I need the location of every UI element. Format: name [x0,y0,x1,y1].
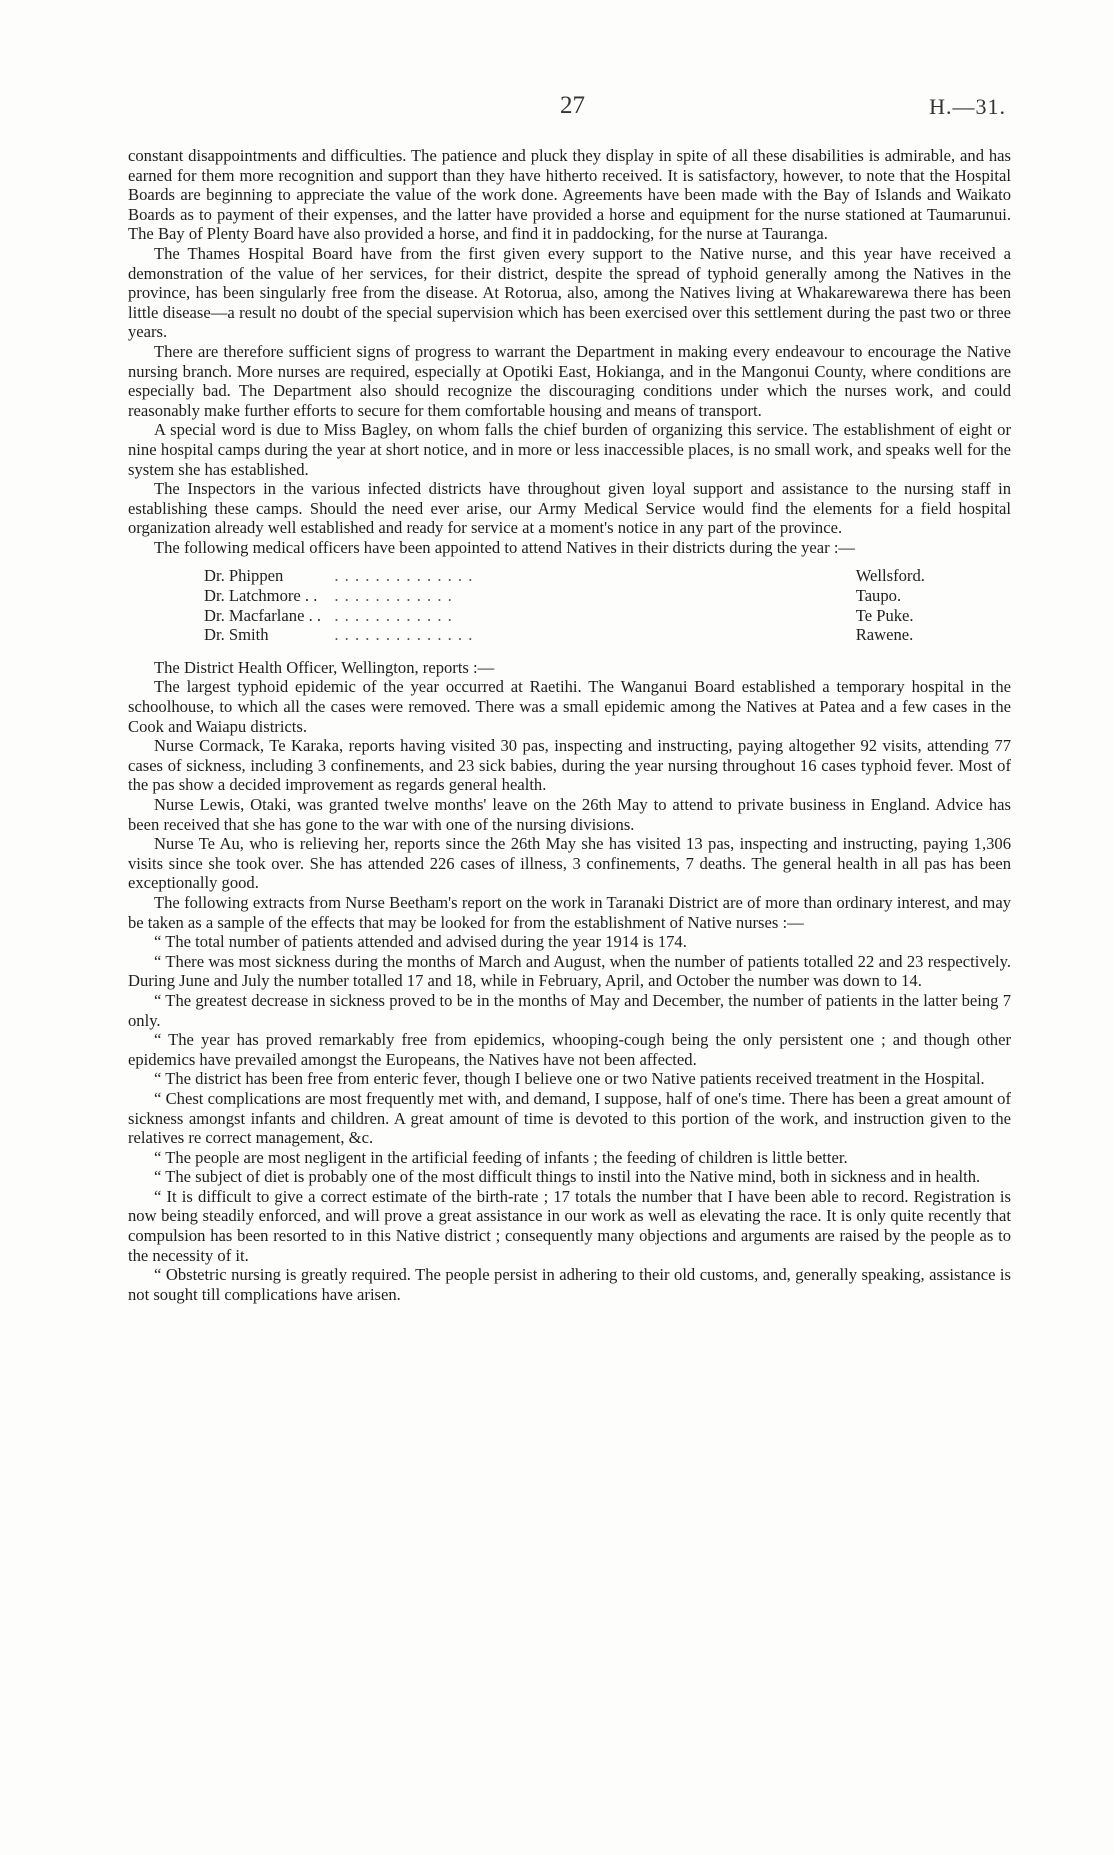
officer-name: Dr. Macfarlane . . [204,605,322,625]
leader-dots: . . . . . . . . . . . . [334,605,453,625]
report-code: H.—31. [929,94,1006,119]
officer-row [204,586,956,606]
officer-district: Te Puke. [855,605,914,625]
paragraph: “ The year has proved remarkably free from epidemics, whooping-cough being the only persistent one ; and though other epidemics have prevailed amongst the Europeans, the Natives have not been affected. [128,1030,1011,1069]
paragraph: The Inspectors in the various infected districts have throughout given loyal support and assistance to the nursing staff in establishing these camps. Should the need ever arise, our Army Medical Service would find the elements for a field hospital organization already well established and ready for service at a moment's notice in any part of the province. [128,479,1011,538]
paragraph: “ The greatest decrease in sickness proved to be in the months of May and December, the number of patients in the latter being 7 only. [128,990,1011,1030]
paragraph: The following medical officers have been appointed to attend Natives in their districts during the year :— [154,537,856,557]
paragraph: Nurse Cormack, Te Karaka, reports having visited 30 pas, inspecting and instructing, paying altogether 92 visits, attending 77 cases of sickness, including 3 confinements, and 23 sick babies, during the year nursing throughout 16 cases typhoid fever. Most of the pas show a decided improvement as regards general health. [128,736,1011,795]
paragraph: “ The total number of patients attended and advised during the year 1914 is 174. [154,932,687,952]
page-header [0,92,1114,126]
officer-row [204,566,956,586]
paragraph: Nurse Lewis, Otaki, was granted twelve months' leave on the 26th May to attend to private business in England. Advice has been received that she has gone to the war with one of the nursing divisions. [128,795,1011,834]
paragraph: Nurse Te Au, who is relieving her, reports since the 26th May she has visited 13 pas, inspecting and instructing, paying 1,306 visits since she took over. She has attended 226 cases of illness, 3 confinements, 7 deaths. The general health in all pas has been exceptionally good. [128,834,1011,893]
page-number: 27 [560,92,585,119]
paragraph: “ There was most sickness during the months of March and August, when the number of patients totalled 22 and 23 respectively. During June and July the number totalled 17 and 18, while in February, April, and October the number was down to 14. [128,951,1011,991]
paragraph: “ The people are most negligent in the artificial feeding of infants ; the feeding of children is little better. [154,1147,848,1167]
paragraph: constant disappointments and difficulties. The patience and pluck they display in spite of all these disabilities is admirable, and has earned for them more recognition and support than they have hitherto received. It is satisfactory, however, to note that the Hospital Boards are beginning to appreciate the value of the work done. Agreements have been made with the Bay of Islands and Waikato Boards as to payment of their expenses, and the latter have provided a horse and equipment for the nurse stationed at Taumarunui. The Bay of Plenty Board have also provided a horse, and find it in paddocking, for the nurse at Tauranga. [128,146,1011,244]
officer-name: Dr. Smith [204,625,269,645]
officer-district: Taupo. [855,586,902,606]
section-native-nursing [128,146,1011,557]
leader-dots: . . . . . . . . . . . . . . [334,625,474,645]
section-district-health-report [128,658,1011,1305]
paragraph: “ The district has been free from enteric fever, though I believe one or two Native patients received treatment in the Hospital. [154,1069,985,1089]
paragraph: The largest typhoid epidemic of the year occurred at Raetihi. The Wanganui Board established a temporary hospital in the schoolhouse, to which all the cases were removed. There was a small epidemic among the Natives at Patea and a few cases in the Cook and Waiapu districts. [128,677,1011,736]
paragraph: “ It is difficult to give a correct estimate of the birth-rate ; 17 totals the number that I have been able to record. Registration is now being steadily enforced, and will prove a great assistance in our work as well as elevating the race. It is only quite recently that compulsion has been resorted to in this Native district ; consequently many objections and arguments are raised by the people as to the necessity of it. [128,1186,1011,1265]
medical-officers-table [204,566,956,644]
officer-row [204,606,956,626]
paragraph: “ The subject of diet is probably one of the most difficult things to instil into the Native mind, both in sickness and in health. [154,1167,981,1187]
paragraph: The Thames Hospital Board have from the first given every support to the Native nurse, and this year have received a demonstration of the value of her services, for their district, despite the spread of typhoid generally among the Natives in the province, has been singularly free from the disease. At Rotorua, also, among the Natives living at Whakarewarewa there has been little disease—a result no doubt of the special supervision which has been exercised over this settlement during the past two or three years. [128,243,1011,342]
officer-district: Wellsford. [855,566,925,586]
leader-dots: . . . . . . . . . . . . . . [334,566,474,586]
officer-name: Dr. Phippen [204,566,284,586]
paragraph: The District Health Officer, Wellington, reports :— [154,657,495,677]
officer-name: Dr. Latchmore . . [204,586,318,606]
paragraph: “ Chest complications are most frequently met with, and demand, I suppose, half of one's time. There has been a great amount of sickness amongst infants and children. A great amount of time is devoted to this portion of the work, and instruction given to the relatives re correct management, &c. [128,1088,1011,1148]
paragraph: There are therefore sufficient signs of progress to warrant the Department in making every endeavour to encourage the Native nursing branch. More nurses are required, especially at Opotiki East, Hokianga, and in the Mangonui County, where conditions are especially bad. The Department also should recognize the discouraging conditions under which the nurses work, and could reasonably make further efforts to secure for them comfortable housing and means of transport. [128,341,1011,420]
paragraph: The following extracts from Nurse Beetham's report on the work in Taranaki District are of more than ordinary interest, and may be taken as a sample of the effects that may be looked for from the establishment of Native nurses :— [128,892,1011,932]
body-text [128,146,1011,1304]
officer-district: Rawene. [855,625,914,645]
paragraph: A special word is due to Miss Bagley, on whom falls the chief burden of organizing this service. The establishment of eight or nine hospital camps during the year at short notice, and in more or less inaccessible places, is no small work, and speaks well for the system she has established. [128,420,1011,479]
paragraph: “ Obstetric nursing is greatly required. The people persist in adhering to their old customs, and, generally speaking, assistance is not sought till complications have arisen. [128,1265,1011,1304]
officer-row [204,625,956,645]
leader-dots: . . . . . . . . . . . . [334,586,453,606]
